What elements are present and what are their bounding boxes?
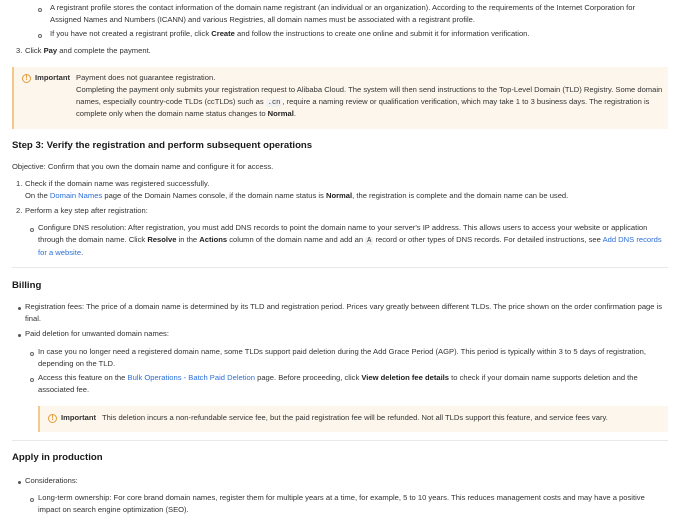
section-divider (12, 267, 668, 268)
registrant-profile-text: A registrant profile stores the contact information of the domain name registrant (an individual or an organization). According to the requirements of the Internet Corporation for Assigned Names and Numbers (ICANN) and various Registries, all domain names must be associated with a registrant profile. (50, 3, 636, 24)
bullet-marker (38, 34, 42, 38)
info-icon: ! (48, 414, 57, 423)
objective-text: Objective: Confirm that you own the domain name and configure it for access. (12, 162, 274, 171)
step-number: 1. (16, 179, 23, 188)
check-registration-title: Check if the domain name was registered successfully. (25, 179, 210, 188)
bullet-marker (30, 378, 34, 382)
registration-fees-text: Registration fees: The price of a domain name is determined by its TLD and registration period. Prices vary greatly between different TLDs. The price shown on the order confirmation page is final. (25, 302, 663, 323)
create-profile-text: If you have not created a registrant profile, click Create and follow the instructions to create one online and submit it for information verification. (50, 29, 530, 38)
bullet-marker (18, 307, 21, 310)
step3-heading: Step 3: Verify the registration and perform subsequent operations (12, 140, 313, 151)
note-paragraph: Completing the payment only submits your registration request to Alibaba Cloud. The system will then send instructions to the Top-Level Domain (TLD) Registry. Some domain names, especially country-code TLDs (ccTLDs) such as .cn , require a naming review or qualification verification, which may take 1 to 3 business days. The registration is complete only when the domain name status changes to Normal. (76, 84, 663, 119)
step-number: 2. (16, 206, 23, 215)
production-heading: Apply in production (12, 452, 103, 463)
considerations-text: Considerations: (25, 476, 78, 485)
step-number: 3. (16, 46, 23, 55)
add-dns-records-link[interactable]: Add DNS records for a website (38, 234, 662, 257)
billing-heading: Billing (12, 280, 42, 291)
check-registration-text: On the Domain Names page of the Domain Names console, if the domain name status is Normal, the registration is complete and the domain name can be used. (25, 191, 569, 200)
note-title: Important (61, 413, 97, 422)
bullet-marker (30, 352, 34, 356)
long-term-ownership-text: Long-term ownership: For core brand domain names, register them for multiple years at a time, for example, 5 to 10 years. This reduces management costs and may have a positive impact on search engine optimization (SEO). (38, 493, 645, 514)
bullet-marker (30, 498, 34, 502)
note-body: This deletion incurs a non-refundable service fee, but the paid registration fee will be refunded. Not all TLDs support this feature, and service fees vary. (102, 413, 608, 422)
bullet-marker (38, 8, 42, 12)
dns-resolution-text: Configure DNS resolution: After registration, you must add DNS records to point the domain name to your server's IP address. This allows users to access your website or application through the domain name. Click Resolve in the Actions column of the domain name and add an A record or other types of DNS records. For detailed instructions, see Add DNS records for a website. (38, 223, 662, 257)
section-divider (12, 440, 668, 441)
batch-paid-deletion-link[interactable]: Bulk Operations - Batch Paid Deletion (127, 373, 255, 382)
paid-deletion-text: Paid deletion for unwanted domain names: (25, 329, 169, 338)
code-snippet: .cn (267, 98, 281, 107)
note-body (76, 72, 666, 120)
bullet-marker (30, 228, 34, 232)
domain-names-link[interactable]: Domain Names (49, 191, 103, 200)
deletion-important-note (38, 406, 668, 432)
bullet-marker (18, 481, 21, 484)
info-icon: ! (22, 74, 31, 83)
batch-deletion-text: Access this feature on the Bulk Operations - Batch Paid Deletion page. Before proceeding, click View deletion fee details to check if your domain name supports deletion and the associated fee. (38, 373, 638, 394)
important-note (12, 67, 668, 129)
key-step-title: Perform a key step after registration: (25, 206, 148, 215)
bullet-marker (18, 334, 21, 337)
note-line: Payment does not guarantee registration. (76, 73, 216, 82)
pay-step-text: Click Pay and complete the payment. (25, 46, 151, 55)
code-snippet: A (367, 236, 372, 245)
note-title: Important (35, 73, 71, 82)
agp-text: In case you no longer need a registered domain name, some TLDs support paid deletion during the Add Grace Period (AGP). This period is typically within 3 to 5 days of registration, depending on the TLD. (38, 347, 646, 368)
